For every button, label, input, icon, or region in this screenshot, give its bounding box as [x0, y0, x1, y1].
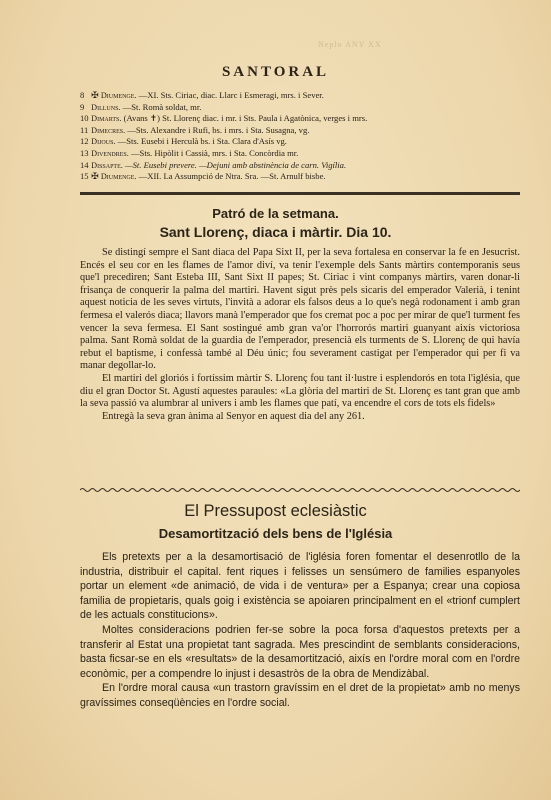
calendar-row: [80, 113, 520, 125]
article-paragraph: El martiri del gloriós i fortíssim màrtir S. Llorenç fou tant il·lustre i esplendorós en tota l'iglésia, que diu el gran Doctor St. Agustí aquestes paraules: «La glòria del martiri de St. Llorenç es tant gran que amb la seva passió va alumbrar al univers i amb les flames que patí, va encendre el cors de tots els fidels»: [80, 372, 520, 410]
calendar-row: [80, 125, 520, 137]
calendar-saints: —XI. Sts. Ciriac, diac. Llarc i Esmeragi, mrs. i Sever.: [138, 90, 324, 100]
cross-icon: ✠: [91, 171, 99, 182]
calendar-saints: —Sts. Eusebi i Herculà bs. i Sta. Clara d'Asís vg.: [117, 136, 287, 147]
calendar-row: [80, 148, 520, 160]
saint-article: [80, 247, 520, 423]
calendar-row: [80, 160, 520, 172]
faint-header-text: Neplo ANY XX: [318, 40, 382, 49]
calendar-weekday: Diumenge.: [100, 172, 137, 182]
article-paragraph: Se distingí sempre el Sant diaca del Papa Sixt II, per la seva fortalesa en conservar la fe en Jesucrist. Encés el seu cor en les flames de l'amor diví, va tenir l'exemple dels Sants màrtirs contemporanis seus que'l precediren; Sant Esteba III, Sant Sixt II papes; St. Ciriac i vint companys màrtirs, varen donar-li frisança de conquerir la palma del martiri. Havent sigut près pels sicaris del emperador Valerià, i tenint aquest noticia de les seves virtuts, l'invità a adorar els falsos deus a lo que's negà rodonament i amb gran fermesa el valerós diaca; llavors manà l'emperador que fos cremat poc a poc per mirar de que'l turment fes vencer la seva fermesa. El Sant sostingué amb gran va'or l'horrorós martiri guanyant aixís victoriosa palma. Sant Romà soldat de la guardia de l'emperador, presencià els turments de S. Llorenç de qui havía rebut el baptisme, i confessà també al Déu únic; fou severament castigat per l'emperador qui per fi va manar degollar-lo.: [80, 247, 520, 372]
calendar-weekday: Divendres.: [91, 148, 129, 158]
pressupost-article: [80, 550, 520, 711]
wavy-divider: [80, 487, 520, 493]
calendar-saints: —St. Romà soldat, mr.: [122, 101, 202, 112]
article-paragraph: Entregà la seva gran ànima al Senyor en aquest dia del any 261.: [102, 410, 365, 422]
calendar-day-number: 13: [80, 147, 89, 158]
calendar-day-number: 12: [80, 136, 89, 147]
calendar-saints: (Avans ✝) St. Llorenç diac. i mr. i Sts. Paula i Agatònica, verges i mrs.: [123, 113, 368, 124]
calendar-row: [80, 90, 520, 102]
patron-heading: Patró de la setmana.: [212, 206, 339, 221]
saint-heading: Sant Llorenç, diaca i màrtir. Dia 10.: [159, 224, 392, 240]
calendar-saints: —Sts. Hipòlit i Cassià, mrs. i Sta. Concòrdia mr.: [130, 147, 299, 158]
desamortitzacio-heading: Desamortització dels bens de l'Iglésia: [158, 526, 393, 541]
article-paragraph: Moltes consideracions podrien fer-se sobre la poca forsa d'aquestos pretexts per a transferir al Estat una propietat tant sagrada. Mes prescindint de semblants consideracions, basta ficsar-se en els «resultats» de la desamortització, aixís en l'ordre moral com en l'ordre econòmic, per a compendre lo injust i desastròs de la obra de Mendizàbal.: [80, 623, 520, 680]
calendar-weekday: Dilluns.: [91, 102, 121, 112]
calendar-weekday: Dijous.: [91, 137, 116, 147]
calendar-saints: —XII. La Assumpció de Ntra. Sra. —St. Arnulf bisbe.: [138, 171, 326, 182]
calendar-day-number: 8: [80, 90, 85, 100]
calendar-row: [80, 102, 520, 114]
saints-calendar: [80, 90, 520, 183]
calendar-day-number: 15: [80, 171, 89, 182]
calendar-weekday: Diumenge.: [100, 91, 137, 100]
article-paragraph: Els pretexts per a la desamortisació de l'iglésia foren fomentar el desenrotllo de la industria, distribuir el capital. fent riques i felisses un sensúmero de families espanyoles portar un element «de animació, de vida i de ventura» per a Espanya; crear una copiosa familia de propietaris, quals goig i existència se apoiaren principalment en el «trionf cumplert de les actuals constitucions».: [80, 551, 520, 622]
calendar-day-number: 10: [80, 113, 89, 124]
calendar-saints: —St. Eusebi prevere. —Dejuni amb abstinència de carn. Vigília.: [124, 159, 347, 170]
calendar-saints: —Sts. Alexandre i Rufi, bs. i mrs. i Sta. Susagna, vg.: [127, 124, 310, 135]
calendar-row: [80, 136, 520, 148]
calendar-weekday: Dissapte.: [91, 160, 123, 170]
page-title: SANTORAL: [221, 64, 330, 80]
calendar-weekday: Dimarts.: [91, 114, 122, 124]
calendar-row: [80, 171, 520, 183]
calendar-day-number: 14: [80, 159, 89, 170]
article-paragraph: En l'ordre moral causa «un trastorn gravíssim en el dret de la propietat» amb no menys gravíssimes conseqüències en l'ordre social.: [80, 682, 520, 709]
calendar-day-number: 11: [80, 124, 89, 135]
section-divider: [80, 192, 520, 195]
calendar-day-number: 9: [80, 101, 85, 112]
pressupost-heading: El Pressupost eclesiàstic: [184, 502, 367, 520]
cross-icon: ✠: [91, 90, 99, 100]
calendar-weekday: Dimecres.: [91, 125, 126, 135]
